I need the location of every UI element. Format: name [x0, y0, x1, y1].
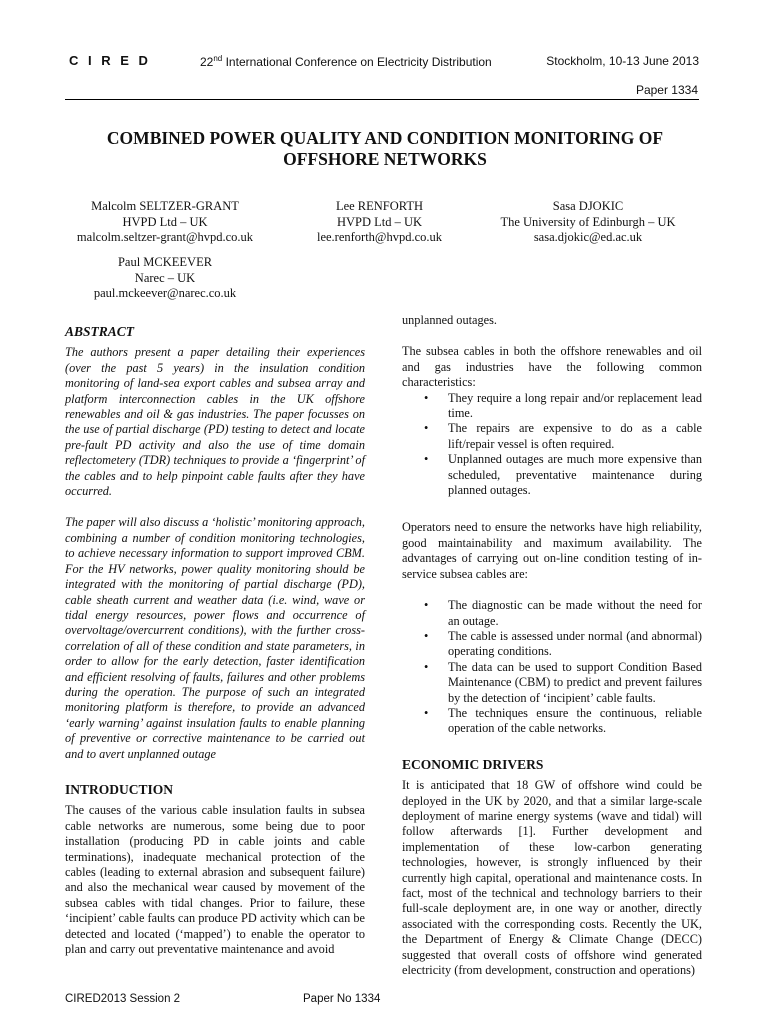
list-item-text: The diagnostic can be made without the need for an outage.	[448, 598, 702, 628]
bullet-icon: •	[424, 705, 429, 720]
conference-number: 22	[200, 55, 214, 69]
author-email: paul.mckeever@narec.co.uk	[93, 286, 237, 300]
list-item	[402, 660, 702, 706]
list-item	[402, 452, 702, 498]
title-line-1: COMBINED POWER QUALITY AND CONDITION MONITORING OF	[106, 128, 664, 148]
paper-title	[65, 128, 705, 170]
footer-paper-number: Paper No 1334	[303, 993, 381, 1005]
list-item-text: Unplanned outages are much more expensive than scheduled, preventative maintenance during planned outages.	[448, 452, 702, 498]
abstract-paragraph-2: The paper will also discuss a ‘holistic’ monitoring approach, combining a number of condition monitoring technologies, to achieve necessary information to support improved CBM. For the HV networks, power quality monitoring should be integrated with the monitoring of partial discharge (PD), cable sheath current and weather data (i.e. wind, wave or tidal energy resources, power flows and occurrence of overvoltage/overcurrent conditions), with the further cross-correlation of all of these condition and state parameters, in order to allow for the early detection, faster identification and efficient resolving of faults, failures and other problems during the operation. The purpose of such an integrated monitoring platform is therefore, to provide an advanced ‘early warning’ against insulation faults to enable planning of preventive or corrective maintenance to be carried out and to avert unplanned outage	[65, 515, 365, 761]
author-block-1	[65, 199, 265, 246]
abstract-paragraph-1: The authors present a paper detailing their experiences (over the past 5 years) in the insulation condition monitoring of land-sea export cables and subsea array and platform interconnection cables in the UK offshore renewables and oil & gas industries. The paper focusses on the use of partial discharge (PD) testing to detect and locate pre-fault PD activity and also the use of time domain reflectometery (TDR) techniques to provide a ‘fingerprint’ of the cables and to help pinpoint cable faults after they have occurred.	[65, 345, 365, 499]
list-item	[402, 391, 702, 422]
list-item	[402, 598, 702, 629]
list-item	[402, 629, 702, 660]
conference-location: Stockholm, 10-13 June 2013	[546, 54, 699, 68]
list-item-text: The data can be used to support Condition Based Maintenance (CBM) to predict and prevent failures by the detection of ‘incipient’ cable faults.	[448, 659, 702, 705]
abstract-heading: ABSTRACT	[65, 324, 135, 339]
author-block-4	[65, 255, 265, 302]
author-affiliation: The University of Edinburgh – UK	[500, 214, 676, 229]
bullet-icon: •	[424, 628, 429, 643]
operators-paragraph: Operators need to ensure the networks have high reliability, good maintainability and maximum availability. The advantages of carrying out on-line condition testing of in-service subsea cables are:	[402, 520, 702, 581]
author-email: sasa.djokic@ed.ac.uk	[533, 230, 643, 244]
header-rule	[65, 99, 699, 100]
author-block-3	[493, 199, 683, 246]
conference-name	[200, 54, 492, 69]
bullet-icon: •	[424, 659, 429, 674]
list-item-text: They require a long repair and/or replacement lead time.	[448, 390, 702, 421]
bullet-icon: •	[424, 421, 429, 436]
author-email: lee.renforth@hvpd.co.uk	[316, 230, 442, 244]
author-affiliation: HVPD Ltd – UK	[122, 214, 208, 229]
author-block-2	[292, 199, 467, 246]
author-name: Malcolm SELTZER-GRANT	[91, 199, 239, 213]
list-item-text: The cable is assessed under normal (and abnormal) operating conditions.	[448, 628, 702, 659]
title-line-2: OFFSHORE NETWORKS	[283, 149, 487, 169]
author-affiliation: HVPD Ltd – UK	[336, 214, 423, 229]
author-name: Sasa DJOKIC	[552, 199, 624, 213]
bullet-icon: •	[424, 598, 429, 613]
economic-drivers-paragraph: It is anticipated that 18 GW of offshore wind could be deployed in the UK by 2020, and that a similar large-scale deployment of marine energy systems (wave and tidal) will follow afterwards [1]. Further development and implementation of these low-carbon generating technologies, however, is strongly influenced by their currently high capital, operational and maintenance costs. In fact, most of the technical and technology barriers to their full-scale deployment are, in one way or another, directly associated with the corresponding costs. Recently the UK, the Department of Energy & Climate Change (DECC) suggested that overall costs of offshore wind generated electricity (from development, construction and operations)	[402, 778, 702, 978]
common-characteristics-paragraph: The subsea cables in both the offshore renewables and oil and gas industries have the following common characteristics:	[402, 344, 702, 390]
characteristics-list	[402, 391, 702, 499]
introduction-heading: INTRODUCTION	[65, 781, 174, 797]
bullet-icon: •	[424, 390, 429, 405]
cired-logo: C I R E D	[69, 53, 151, 68]
author-email: malcolm.seltzer-grant@hvpd.co.uk	[76, 230, 254, 244]
bullet-icon: •	[424, 452, 429, 467]
conference-suffix: nd	[213, 54, 223, 63]
list-item	[402, 706, 702, 737]
continued-paragraph: unplanned outages.	[402, 313, 497, 327]
paper-number: Paper 1334	[635, 83, 698, 97]
author-name: Paul MCKEEVER	[117, 255, 213, 269]
author-name: Lee RENFORTH	[335, 199, 424, 213]
conference-rest: International Conference on Electricity Distribution	[222, 55, 492, 69]
list-item-text: The techniques ensure the continuous, reliable operation of the cable networks.	[448, 705, 702, 736]
footer-session: CIRED2013 Session 2	[65, 993, 181, 1005]
list-item-text: The repairs are expensive to do as a cable lift/repair vessel is often required.	[448, 421, 702, 451]
right-column	[402, 313, 702, 978]
list-item	[402, 421, 702, 452]
left-column	[65, 324, 365, 957]
introduction-paragraph: The causes of the various cable insulation faults in subsea cable networks are numerous, some being due to poor installation (producing PD in cable joints and cable terminations), inadequate mechanical protection of the cables (leading to external abrasion and subsequent failure) and also the mechanical wear caused by movement of the subsea cables with tidal changes. Prior to failure, these ‘incipient’ cable faults can produce PD activity which can be detected and located (‘mapped’) to enable the operator to plan and carry out preventative maintenance and avoid	[65, 803, 365, 957]
page-header	[69, 53, 699, 71]
advantages-list	[402, 598, 702, 737]
author-affiliation: Narec – UK	[134, 270, 196, 285]
economic-drivers-heading: ECONOMIC DRIVERS	[402, 756, 544, 772]
